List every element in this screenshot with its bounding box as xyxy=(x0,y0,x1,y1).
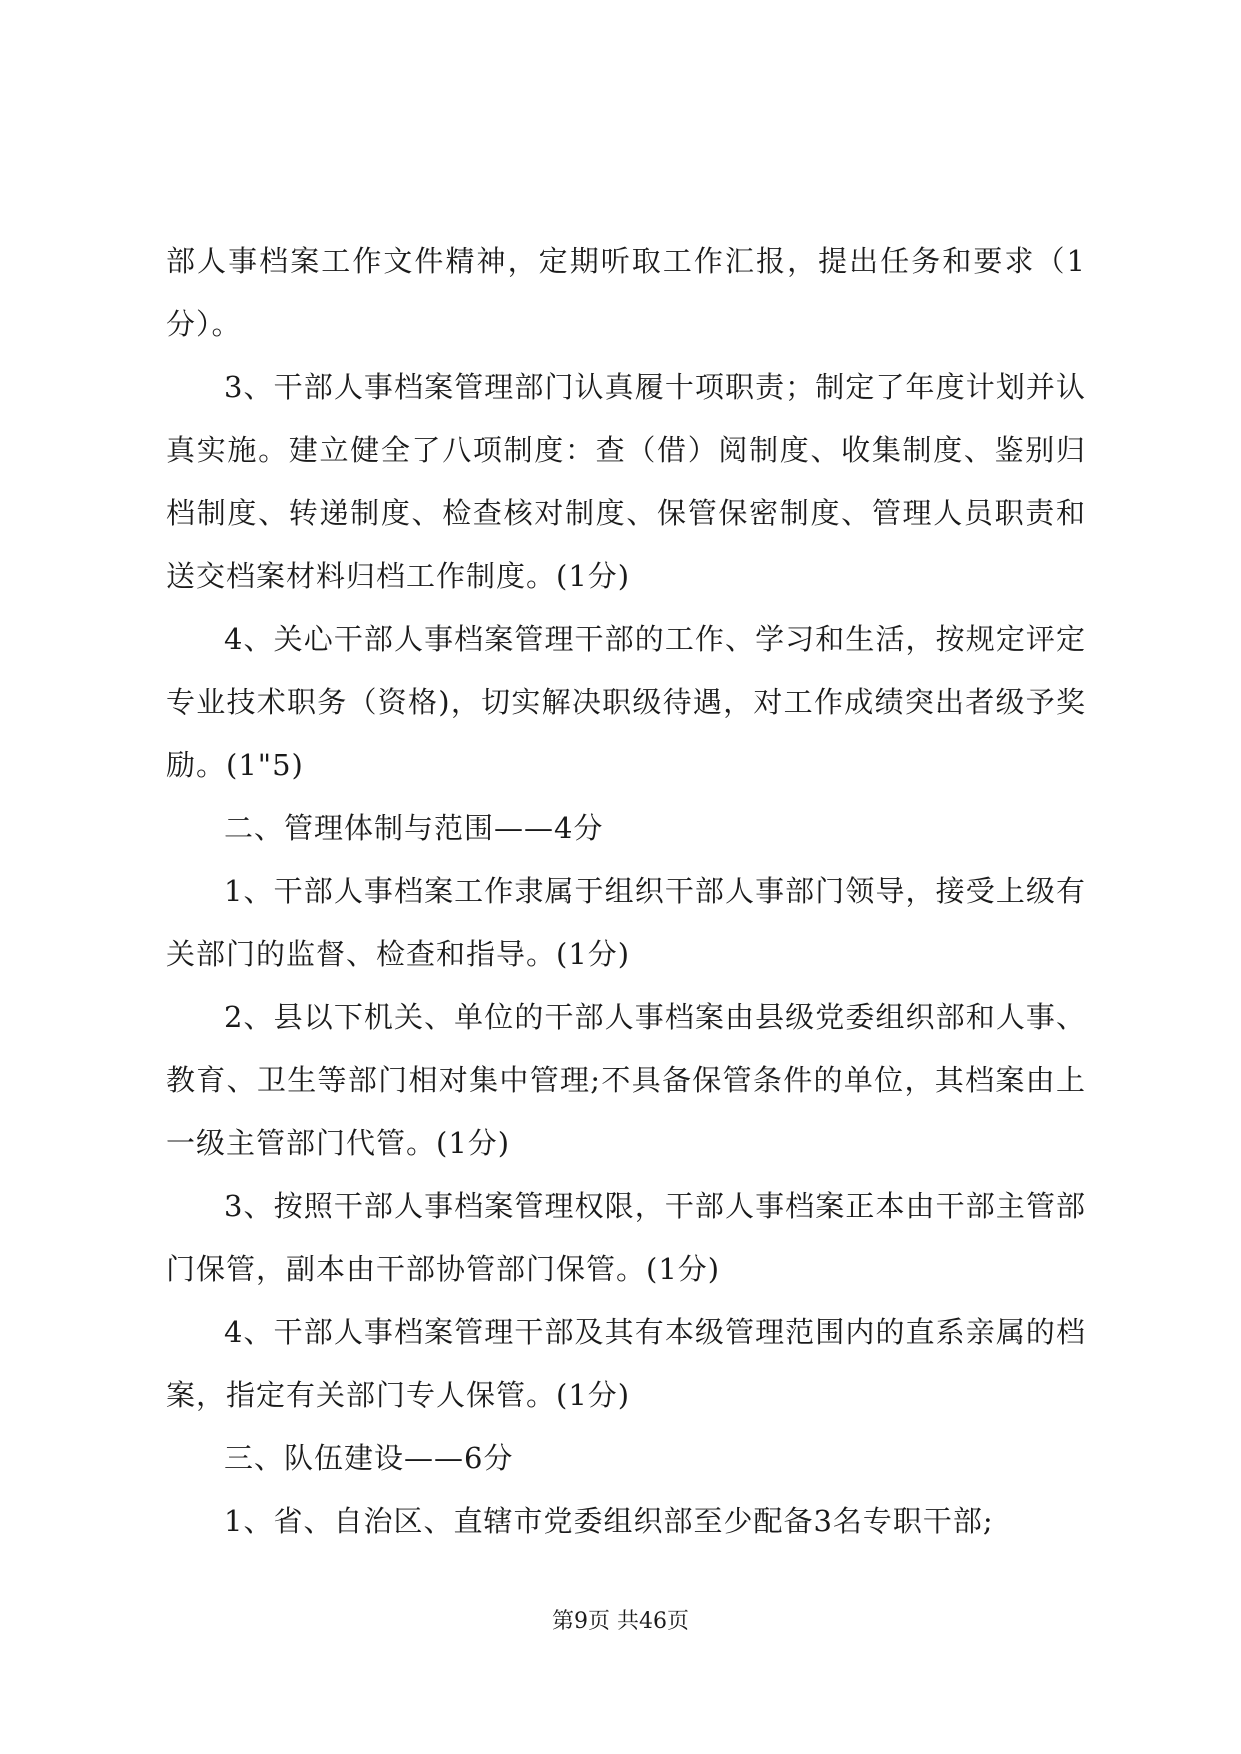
paragraph-management-1: 1、干部人事档案工作隶属于组织干部人事部门领导，接受上级有关部门的监督、检查和指导。(1分) xyxy=(166,874,1086,971)
paragraph-management-2: 2、县以下机关、单位的干部人事档案由县级党委组织部和人事、教育、卫生等部门相对集中管理;不具备保管条件的单位，其档案由上一级主管部门代管。(1分) xyxy=(166,1000,1086,1160)
paragraph-item-3-duties: 3、干部人事档案管理部门认真履十项职责；制定了年度计划并认真实施。建立健全了八项制度：查（借）阅制度、收集制度、鉴别归档制度、转递制度、检查核对制度、保管保密制度、管理人员职责和送交档案材料归档工作制度。(1分) xyxy=(166,370,1086,593)
paragraph-management-3: 3、按照干部人事档案管理权限，干部人事档案正本由干部主管部门保管，副本由干部协管部门保管。(1分) xyxy=(166,1189,1086,1286)
paragraph-continuation: 部人事档案工作文件精神，定期听取工作汇报，提出任务和要求（1分）。 xyxy=(166,244,1086,341)
paragraph-management-4: 4、干部人事档案管理干部及其有本级管理范围内的直系亲属的档案，指定有关部门专人保管。(1分) xyxy=(166,1315,1086,1412)
section-heading-management: 二、管理体制与范围——4分 xyxy=(224,811,604,845)
section-heading-team: 三、队伍建设——6分 xyxy=(224,1441,514,1475)
page-footer: 第9页 共46页 xyxy=(552,1609,689,1634)
document-body xyxy=(166,230,1086,1553)
paragraph-team-1: 1、省、自治区、直辖市党委组织部至少配备3名专职干部; xyxy=(224,1504,994,1538)
paragraph-item-4-care: 4、关心干部人事档案管理干部的工作、学习和生活，按规定评定专业技术职务（资格)，切实解决职级待遇，对工作成绩突出者级予奖励。(1"5) xyxy=(166,622,1086,782)
